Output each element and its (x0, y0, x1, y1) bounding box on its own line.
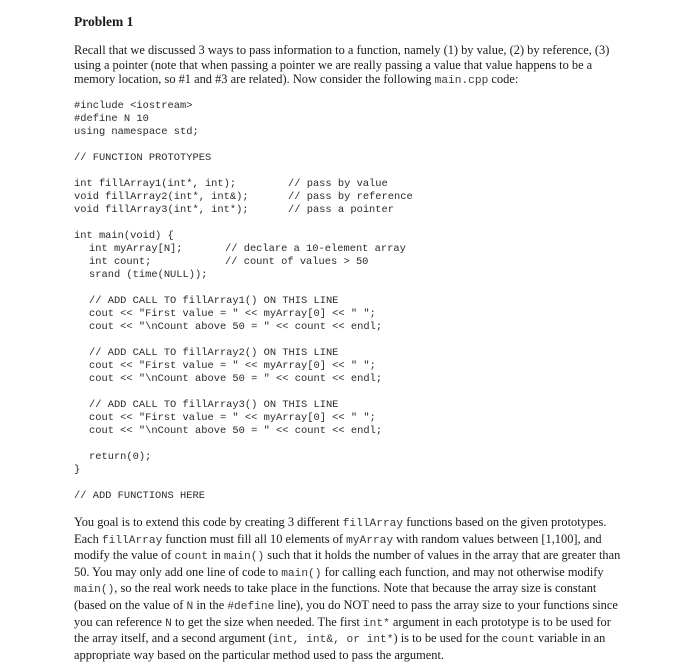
body-text: in (208, 548, 224, 563)
body-text: in the (193, 597, 228, 612)
inline-code: main() (74, 584, 115, 597)
body-text: such that it holds the number of values in the array that are greater than 50. You may only add one line of code to (74, 548, 621, 579)
body-text: variable in an appropriate way based on the particular method used to pass the argument. (74, 631, 606, 662)
inline-code: fillArray (342, 518, 404, 530)
code-line: using namespace std; (74, 126, 199, 138)
code-comment: // declare a 10-element array (225, 243, 406, 255)
inline-code: count (174, 551, 209, 564)
intro-paragraph (74, 43, 628, 89)
inline-code: #define (227, 600, 275, 613)
intro-text: Recall that we discussed 3 ways to pass information to a function, namely (1) by value, (2) by reference, (3) using a pointer (note that when passing a pointer we are really passing a value that value happens to be a memory location, so #1 and #3 are related). Now consider the following (74, 43, 610, 87)
code-comment: // pass a pointer (288, 204, 395, 216)
code-comment: // FUNCTION PROTOTYPES (74, 152, 212, 164)
code-line: #include <iostream> (74, 100, 193, 112)
code-comment: // count of values > 50 (225, 256, 369, 268)
code-line: cout << "\nCount above 50 = " << count << endl; (89, 425, 383, 437)
code-line: int myArray[N]; (89, 243, 183, 255)
code-comment: // ADD CALL TO fillArray3() ON THIS LINE (89, 399, 339, 411)
body-text: argument in each prototype is to be used for the array itself, and a second argument ( (74, 614, 611, 646)
body-paragraph (74, 515, 628, 662)
body-text: You goal is to extend this code by creating 3 different (74, 515, 343, 529)
inline-code: int, int&, or int* (272, 634, 394, 647)
code-line: cout << "First value = " << myArray[0] << " "; (89, 308, 376, 320)
problem-title: Problem 1 (74, 14, 134, 29)
code-line: srand (time(NULL)); (89, 269, 208, 281)
body-text: functions based on the given prototypes. Each (74, 515, 607, 546)
inline-code: main() (223, 551, 265, 564)
inline-code: main() (281, 567, 322, 580)
code-comment: // pass by reference (288, 191, 413, 203)
body-text: for calling each function, and may not otherwise modify (321, 564, 604, 579)
intro-text-end: code: (488, 72, 519, 87)
code-line: } (74, 464, 81, 476)
code-line: cout << "First value = " << myArray[0] << " "; (89, 360, 376, 372)
inline-code: count (501, 634, 535, 647)
code-comment: // ADD FUNCTIONS HERE (74, 490, 205, 502)
code-line: return(0); (89, 451, 152, 463)
code-line: int count; (89, 256, 152, 268)
inline-code: N (186, 600, 194, 613)
code-comment: // ADD CALL TO fillArray2() ON THIS LINE (89, 347, 339, 359)
code-comment: // ADD CALL TO fillArray1() ON THIS LINE (89, 295, 339, 307)
body-text: , so the real work needs to take place in the functions. Note that because the array size is constant (based on the value of (74, 581, 597, 612)
body-text: function must fill all 10 elements of (162, 531, 347, 546)
body-text: to get the size when needed. The first (171, 614, 363, 629)
code-line: cout << "\nCount above 50 = " << count << endl; (89, 321, 383, 333)
code-prototype: int fillArray1(int*, int); (74, 178, 237, 190)
inline-code: fillArray (101, 534, 163, 547)
code-line: cout << "\nCount above 50 = " << count << endl; (89, 373, 383, 385)
inline-code: N (165, 617, 172, 630)
code-prototype: void fillArray2(int*, int&); (74, 191, 249, 203)
body-text: with random values between [1,100], and modify the value of (74, 531, 602, 563)
intro-filename: main.cpp (434, 75, 489, 88)
inline-code: int* (362, 617, 390, 630)
code-comment: // pass by value (288, 178, 388, 190)
code-line: cout << "First value = " << myArray[0] << " "; (89, 412, 376, 424)
body-text: line), you do NOT need to pass the array size to your functions since you can reference (74, 597, 618, 629)
body-text: ) is to be used for the (393, 631, 502, 646)
inline-code: myArray (346, 534, 394, 547)
code-prototype: void fillArray3(int*, int*); (74, 204, 249, 216)
code-line: #define N 10 (74, 113, 149, 125)
code-line: int main(void) { (74, 230, 174, 242)
